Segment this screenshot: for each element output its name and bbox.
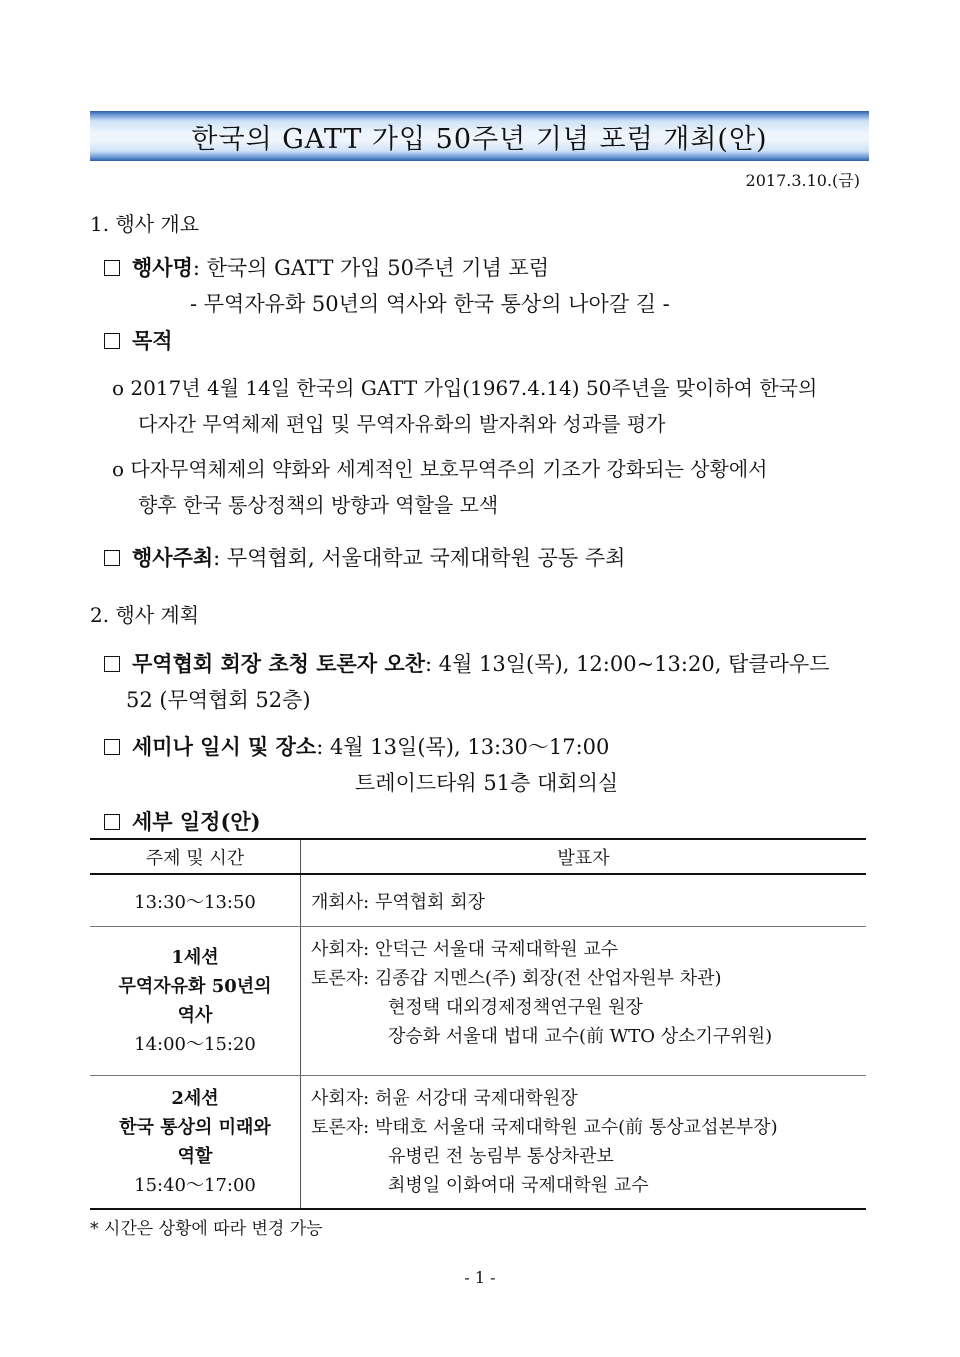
seminar-label: 세미나 일시 및 장소 bbox=[132, 734, 317, 759]
row-opening-detail: 개회사: 무역협회 회장 bbox=[301, 874, 867, 927]
purpose-label: 목적 bbox=[132, 328, 173, 353]
session-2-panelist-2: 유병린 전 농림부 통상차관보 bbox=[388, 1146, 614, 1167]
section-2-heading: 2. 행사 계획 bbox=[90, 603, 200, 627]
host-value: : 무역협회, 서울대학교 국제대학원 공동 주최 bbox=[213, 546, 626, 570]
session-2-moderator: 사회자: 허윤 서강대 국제대학원장 bbox=[311, 1088, 578, 1109]
schedule-label: 세부 일정(안) bbox=[132, 809, 261, 834]
table-header-topic: 주제 및 시간 bbox=[90, 839, 301, 874]
seminar-place: 트레이드타워 51층 대회의실 bbox=[355, 771, 619, 795]
session-2-panelist-1: 토론자: 박태호 서울대 국제대학원 교수(前 통상교섭본부장) bbox=[311, 1117, 778, 1138]
row-opening-time: 13:30～13:50 bbox=[90, 874, 301, 927]
session-1-topic-line2: 역사 bbox=[177, 1005, 213, 1026]
checkbox-square-icon bbox=[104, 550, 120, 566]
checkbox-square-icon bbox=[104, 739, 120, 755]
session-2-topic-line1: 한국 통상의 미래와 bbox=[119, 1117, 271, 1138]
footnote: * 시간은 상황에 따라 변경 가능 bbox=[90, 1219, 323, 1239]
table-row bbox=[90, 927, 866, 1076]
session-1-panelist-3: 장승화 서울대 법대 교수(前 WTO 상소기구위원) bbox=[388, 1026, 773, 1047]
purpose-bullet-2-line2: 향후 한국 통상정책의 방향과 역할을 모색 bbox=[138, 493, 499, 517]
checkbox-square-icon bbox=[104, 260, 120, 276]
checkbox-square-icon bbox=[104, 814, 120, 830]
event-subtitle: - 무역자유화 50년의 역사와 한국 통상의 나아갈 길 - bbox=[190, 292, 670, 316]
session-1-moderator: 사회자: 안덕근 서울대 국제대학원 교수 bbox=[311, 939, 619, 960]
schedule-table bbox=[90, 838, 866, 1210]
table-row bbox=[90, 1076, 866, 1210]
event-name-value: : 한국의 GATT 가입 50주년 기념 포럼 bbox=[192, 256, 550, 280]
page-title: 한국의 GATT 가입 50주년 기념 포럼 개최(안) bbox=[191, 123, 768, 155]
title-banner bbox=[90, 111, 869, 161]
table-header-row bbox=[90, 839, 866, 874]
page-number: - 1 - bbox=[464, 1268, 496, 1287]
purpose-bullet-1-line2: 다자간 무역체제 편입 및 무역자유화의 발자취와 성과를 평가 bbox=[138, 412, 666, 436]
session-1-panelist-1: 토론자: 김종갑 지멘스(주) 회장(전 산업자원부 차관) bbox=[311, 968, 722, 989]
section-1-heading: 1. 행사 개요 bbox=[90, 212, 200, 236]
lunch-item bbox=[104, 648, 829, 678]
table-header-speakers: 발표자 bbox=[301, 839, 867, 874]
host-label: 행사주최 bbox=[132, 545, 214, 570]
seminar-value: : 4월 13일(목), 13:30～17:00 bbox=[316, 735, 610, 759]
purpose-item bbox=[104, 325, 173, 355]
event-name-label: 행사명 bbox=[132, 255, 193, 280]
purpose-bullet-2-line1: o 다자무역체제의 약화와 세계적인 보호무역주의 기조가 강화되는 상황에서 bbox=[112, 457, 768, 481]
session-2-topic-line2: 역할 bbox=[177, 1146, 213, 1167]
session-2-panelist-3: 최병일 이화여대 국제대학원 교수 bbox=[388, 1175, 649, 1196]
schedule-item bbox=[104, 806, 261, 836]
lunch-value-line2: 52 (무역협회 52층) bbox=[126, 688, 311, 712]
session-1-title: 1세션 bbox=[171, 947, 219, 968]
seminar-item bbox=[104, 731, 609, 761]
session-1-panelist-2: 현정택 대외경제정책연구원 원장 bbox=[388, 997, 643, 1018]
checkbox-square-icon bbox=[104, 656, 120, 672]
event-name-item bbox=[104, 252, 549, 282]
session-2-time: 15:40～17:00 bbox=[134, 1175, 256, 1196]
session-1-topic-line1: 무역자유화 50년의 bbox=[118, 976, 272, 997]
table-row bbox=[90, 874, 866, 927]
document-date: 2017.3.10.(금) bbox=[745, 171, 860, 190]
lunch-value: : 4월 13일(목), 12:00~13:20, 탑클라우드 bbox=[424, 652, 830, 676]
purpose-bullet-1-line1: o 2017년 4월 14일 한국의 GATT 가입(1967.4.14) 50주년을 맞이하여 한국의 bbox=[112, 376, 818, 400]
session-1-time: 14:00～15:20 bbox=[134, 1034, 256, 1055]
lunch-label: 무역협회 회장 초청 토론자 오찬 bbox=[132, 651, 425, 676]
session-2-title: 2세션 bbox=[171, 1088, 219, 1109]
host-item bbox=[104, 542, 625, 572]
checkbox-square-icon bbox=[104, 333, 120, 349]
